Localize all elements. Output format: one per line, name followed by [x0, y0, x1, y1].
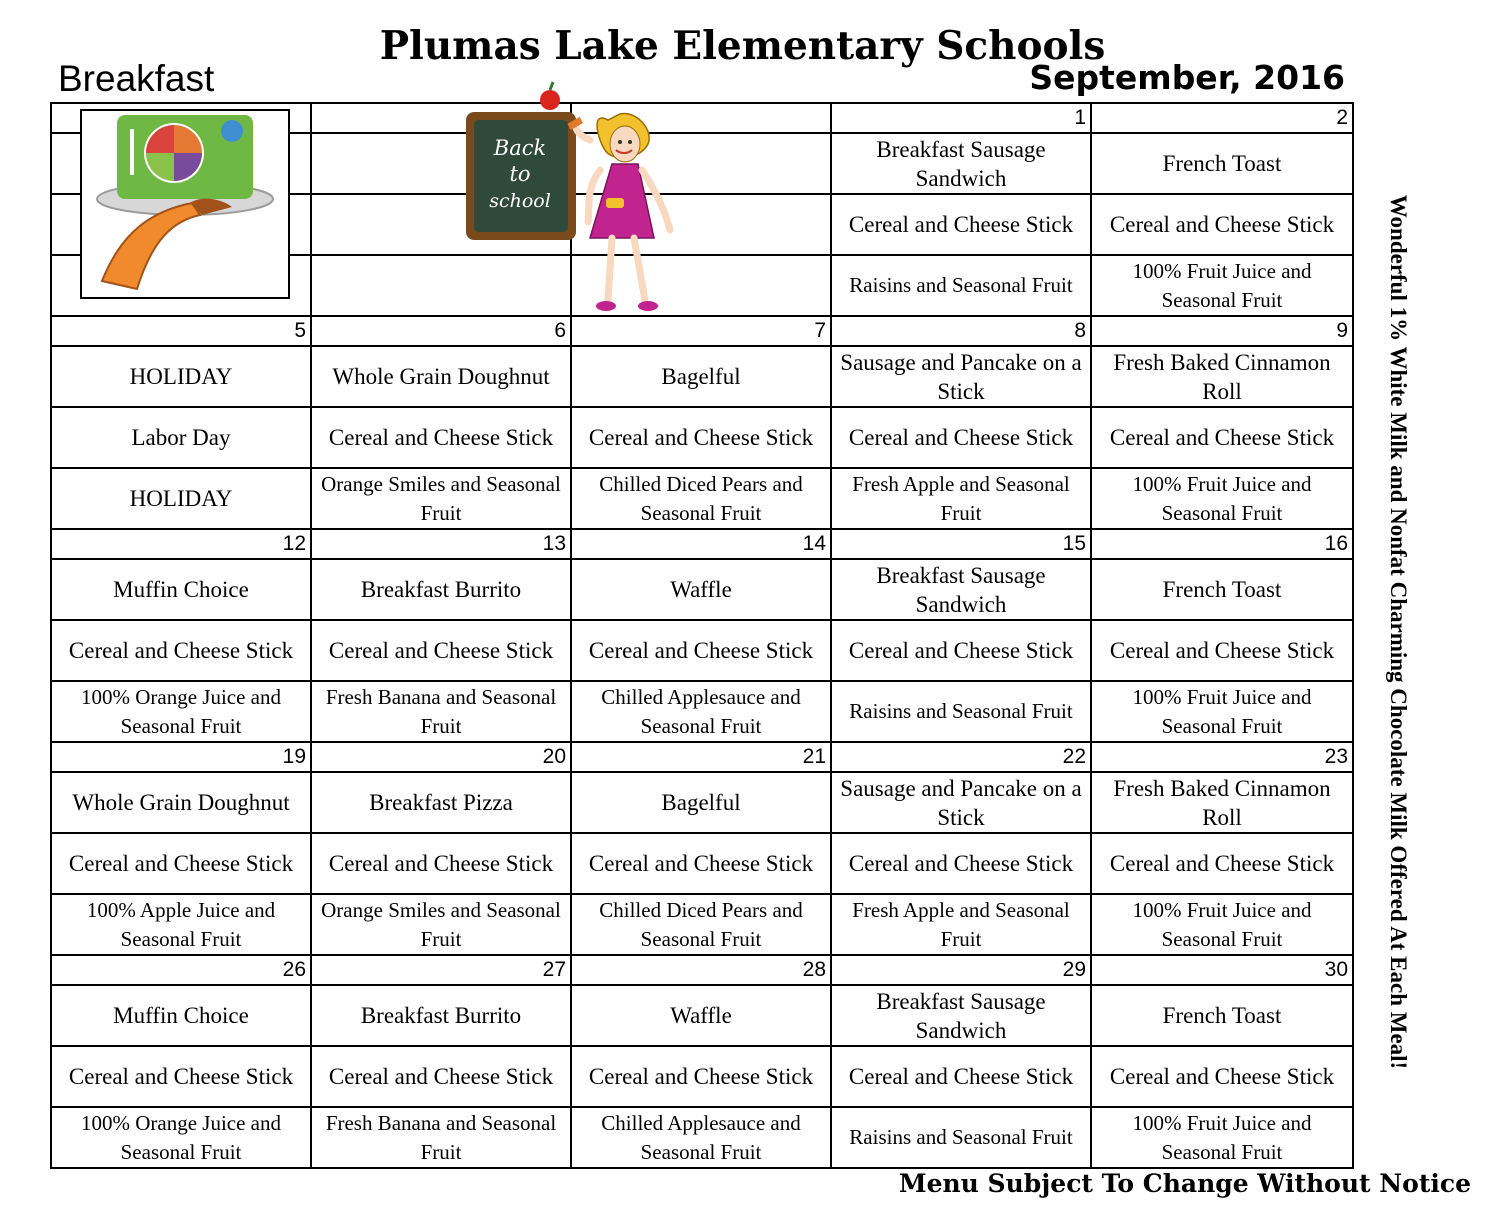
menu-cell: Breakfast Sausage Sandwich [831, 559, 1091, 620]
menu-cell: Whole Grain Doughnut [311, 346, 571, 407]
fruit-row [51, 468, 1353, 529]
cereal-row [51, 833, 1353, 894]
menu-cell: Orange Smiles and Seasonal Fruit [311, 468, 571, 529]
menu-cell: Breakfast Sausage Sandwich [831, 985, 1091, 1046]
menu-cell: Sausage and Pancake on a Stick [831, 772, 1091, 833]
menu-cell: Cereal and Cheese Stick [831, 620, 1091, 681]
menu-cell: 100% Fruit Juice and Seasonal Fruit [1091, 468, 1353, 529]
menu-cell: Cereal and Cheese Stick [51, 833, 311, 894]
date-cell: 6 [311, 316, 571, 346]
menu-cell: Cereal and Cheese Stick [571, 620, 831, 681]
menu-cell: Bagelful [571, 772, 831, 833]
menu-cell: Waffle [571, 985, 831, 1046]
menu-cell: Fresh Baked Cinnamon Roll [1091, 772, 1353, 833]
menu-cell: Bagelful [571, 346, 831, 407]
menu-cell: Cereal and Cheese Stick [1091, 194, 1353, 255]
menu-cell: Whole Grain Doughnut [51, 772, 311, 833]
menu-cell: Cereal and Cheese Stick [51, 1046, 311, 1107]
entree-row [51, 346, 1353, 407]
date-cell: 20 [311, 742, 571, 772]
menu-cell: Cereal and Cheese Stick [51, 620, 311, 681]
entree-row [51, 559, 1353, 620]
date-cell: 30 [1091, 955, 1353, 985]
menu-cell: Raisins and Seasonal Fruit [831, 255, 1091, 316]
date-cell: 16 [1091, 529, 1353, 559]
menu-cell: Breakfast Pizza [311, 772, 571, 833]
menu-cell: Raisins and Seasonal Fruit [831, 681, 1091, 742]
date-cell: 12 [51, 529, 311, 559]
date-cell: 29 [831, 955, 1091, 985]
menu-cell: 100% Fruit Juice and Seasonal Fruit [1091, 894, 1353, 955]
date-cell: 8 [831, 316, 1091, 346]
date-row [51, 316, 1353, 346]
menu-cell: Cereal and Cheese Stick [1091, 833, 1353, 894]
menu-cell: Chilled Applesauce and Seasonal Fruit [571, 681, 831, 742]
menu-cell: Cereal and Cheese Stick [311, 1046, 571, 1107]
menu-cell: Cereal and Cheese Stick [831, 407, 1091, 468]
menu-cell: 100% Fruit Juice and Seasonal Fruit [1091, 255, 1353, 316]
date-row [51, 955, 1353, 985]
menu-cell: Sausage and Pancake on a Stick [831, 346, 1091, 407]
menu-cell: Cereal and Cheese Stick [571, 1046, 831, 1107]
milk-note [1368, 152, 1428, 1112]
fruit-row [51, 1107, 1353, 1168]
date-cell: 1 [831, 103, 1091, 133]
menu-cell: Waffle [571, 559, 831, 620]
date-cell: 2 [1091, 103, 1353, 133]
menu-cell: Muffin Choice [51, 559, 311, 620]
menu-cell: Breakfast Sausage Sandwich [831, 133, 1091, 194]
date-cell: 27 [311, 955, 571, 985]
date-cell: 5 [51, 316, 311, 346]
date-cell: 19 [51, 742, 311, 772]
menu-cell: HOLIDAY [51, 468, 311, 529]
back-to-school-illustration [440, 80, 700, 330]
menu-cell: Chilled Applesauce and Seasonal Fruit [571, 1107, 831, 1168]
date-cell: 22 [831, 742, 1091, 772]
menu-cell: Fresh Banana and Seasonal Fruit [311, 1107, 571, 1168]
date-cell: 13 [311, 529, 571, 559]
meal-label: Breakfast [58, 58, 215, 99]
menu-cell: Cereal and Cheese Stick [311, 620, 571, 681]
menu-cell: Breakfast Burrito [311, 985, 571, 1046]
date-cell: 9 [1091, 316, 1353, 346]
menu-cell: Muffin Choice [51, 985, 311, 1046]
menu-cell: HOLIDAY [51, 346, 311, 407]
menu-cell: Fresh Banana and Seasonal Fruit [311, 681, 571, 742]
menu-cell: Fresh Baked Cinnamon Roll [1091, 346, 1353, 407]
menu-cell: Chilled Diced Pears and Seasonal Fruit [571, 468, 831, 529]
menu-cell: Cereal and Cheese Stick [571, 407, 831, 468]
back-to-school-icon [440, 80, 700, 330]
fruit-row [51, 894, 1353, 955]
menu-cell: Cereal and Cheese Stick [311, 833, 571, 894]
footer-note: Menu Subject To Change Without Notice [898, 1169, 1471, 1198]
menu-cell: Cereal and Cheese Stick [831, 833, 1091, 894]
myplate-logo [80, 109, 290, 299]
menu-cell: Fresh Apple and Seasonal Fruit [831, 468, 1091, 529]
menu-cell: French Toast [1091, 133, 1353, 194]
menu-cell: Orange Smiles and Seasonal Fruit [311, 894, 571, 955]
menu-cell: Raisins and Seasonal Fruit [831, 1107, 1091, 1168]
date-cell: 15 [831, 529, 1091, 559]
menu-cell: Fresh Apple and Seasonal Fruit [831, 894, 1091, 955]
menu-cell: French Toast [1091, 985, 1353, 1046]
cereal-row [51, 620, 1353, 681]
cereal-row [51, 407, 1353, 468]
chalkboard-school: school [489, 190, 551, 212]
entree-row [51, 772, 1353, 833]
menu-cell: 100% Fruit Juice and Seasonal Fruit [1091, 681, 1353, 742]
date-row [51, 742, 1353, 772]
chalkboard-to: to [509, 162, 531, 186]
menu-cell: 100% Orange Juice and Seasonal Fruit [51, 1107, 311, 1168]
date-cell: 26 [51, 955, 311, 985]
menu-cell: Cereal and Cheese Stick [571, 833, 831, 894]
menu-cell: Cereal and Cheese Stick [831, 194, 1091, 255]
date-cell: 21 [571, 742, 831, 772]
fruit-row [51, 681, 1353, 742]
month-label: September, 2016 [1029, 58, 1345, 97]
menu-cell: 100% Apple Juice and Seasonal Fruit [51, 894, 311, 955]
page-title: Plumas Lake Elementary Schools [379, 23, 1106, 69]
menu-cell: Labor Day [51, 407, 311, 468]
menu-cell: 100% Orange Juice and Seasonal Fruit [51, 681, 311, 742]
menu-cell: Cereal and Cheese Stick [1091, 407, 1353, 468]
date-cell: 23 [1091, 742, 1353, 772]
date-cell: 14 [571, 529, 831, 559]
menu-cell: 100% Fruit Juice and Seasonal Fruit [1091, 1107, 1353, 1168]
menu-cell: Cereal and Cheese Stick [1091, 620, 1353, 681]
myplate-icon [82, 111, 288, 297]
date-cell: 7 [571, 316, 831, 346]
cereal-row [51, 1046, 1353, 1107]
menu-cell: Breakfast Burrito [311, 559, 571, 620]
date-row [51, 529, 1353, 559]
menu-cell: Chilled Diced Pears and Seasonal Fruit [571, 894, 831, 955]
menu-cell: Cereal and Cheese Stick [311, 407, 571, 468]
chalkboard-back: Back [493, 136, 547, 160]
menu-cell: French Toast [1091, 559, 1353, 620]
menu-cell: Cereal and Cheese Stick [1091, 1046, 1353, 1107]
milk-note-text: Wonderful 1% White Milk and Nonfat Charming Chocolate Milk Offered At Each Meal! [1386, 194, 1411, 1070]
entree-row [51, 985, 1353, 1046]
menu-cell: Cereal and Cheese Stick [831, 1046, 1091, 1107]
date-cell: 28 [571, 955, 831, 985]
